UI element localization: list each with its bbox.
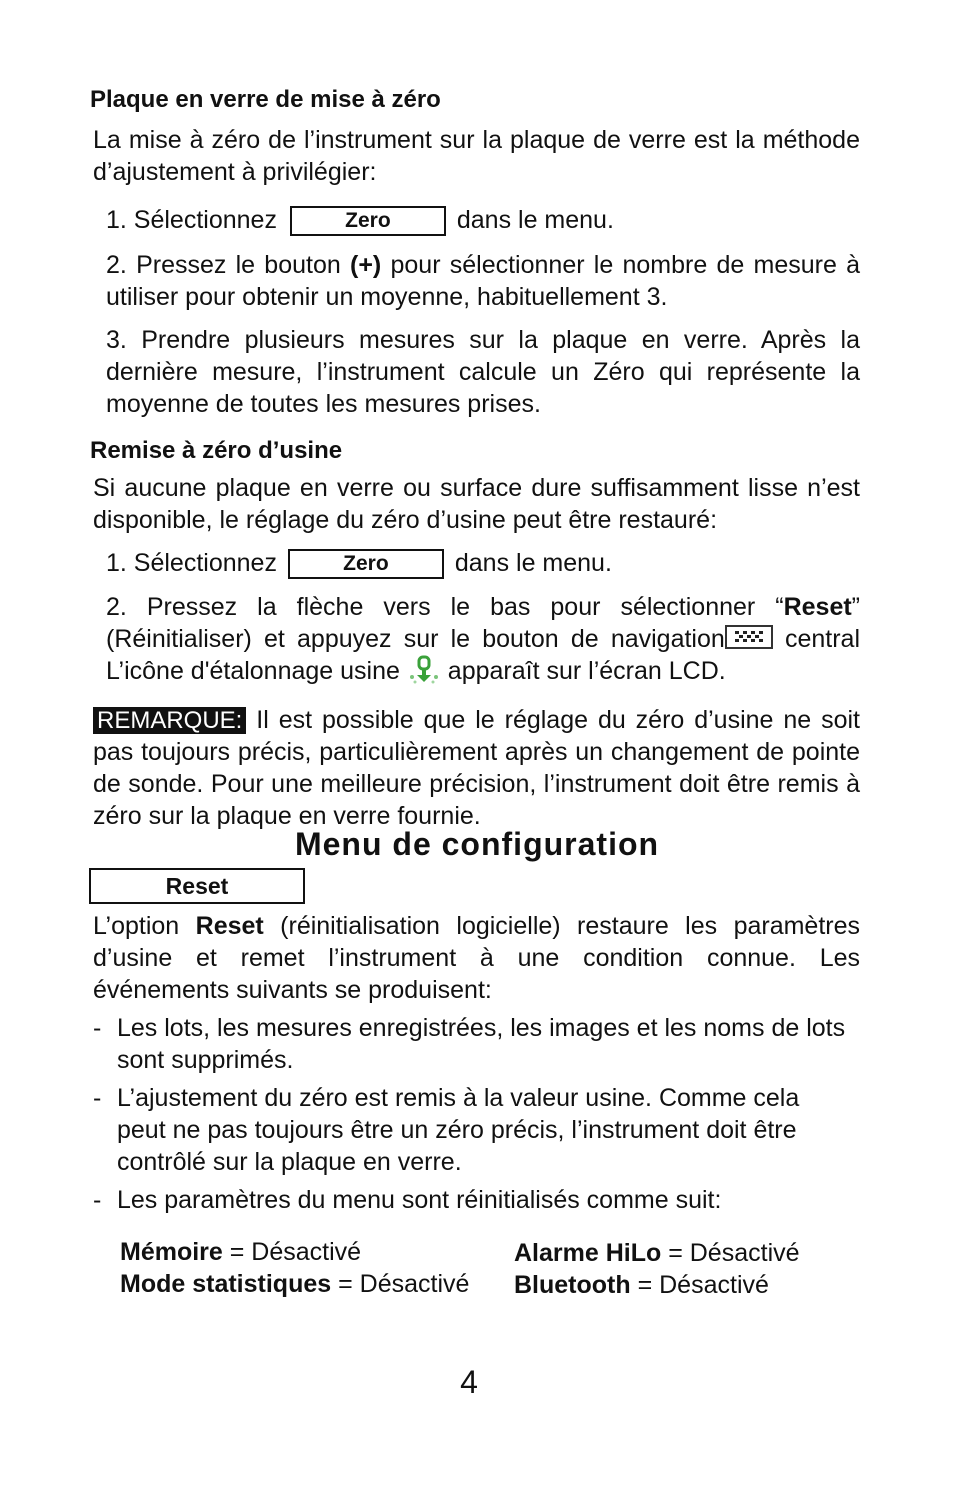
setting-value: = Désactivé [661,1239,800,1267]
step-select-zero-2 [106,547,860,579]
step-text: 1. Sélectionnez [106,549,277,577]
bullet-dash: - [93,1014,102,1042]
reset-intro [93,910,860,1006]
section-heading-glass-zero: Plaque en verre de mise à zéro [90,86,441,113]
step-press-down-arrow [106,591,860,687]
note-text: Il est possible que le réglage du zéro d’usine ne soit pas toujours précis, particulièrement après un changement de pointe de sonde. Pour une meilleure précision, l’instrument doit être remis à zéro sur la plaque en verre fournie. [93,706,860,830]
zero-menu-box: Zero [290,206,446,236]
step-text: apparaît sur l’écran LCD. [440,657,726,685]
page-number: 4 [460,1364,478,1400]
step-text: 2. Pressez la flèche vers le bas pour sélectionner “ [106,593,784,621]
setting-value: = Désactivé [331,1270,470,1298]
bullet-dash: - [93,1084,102,1112]
reset-menu-box: Reset [89,868,305,904]
list-item [93,1184,853,1216]
navigation-button-icon [725,625,773,649]
step-text: dans le menu. [454,549,612,577]
step-press-plus [106,249,860,313]
setting-bluetooth [514,1269,769,1301]
section-heading-factory-zero: Remise à zéro d’usine [90,437,343,464]
step-select-zero-1 [106,204,860,236]
reset-label: Reset [783,593,852,621]
note-tag: REMARQUE: [93,707,246,734]
setting-hilo [514,1237,800,1269]
setting-label: Mode statistiques [120,1270,332,1298]
setting-value: = Désactivé [630,1271,769,1299]
step-text: 1. Sélectionnez [106,206,277,234]
step-text: pour sélectionner le nombre de mesure à utiliser pour obtenir un moyenne, habituellement 3. [106,251,860,311]
reset-intro-text: (réinitialisation logicielle) restaure les paramètres d’usine et remet l’instrument à une condition connue. Les événements suivants se produisent: [93,912,861,1004]
setting-stats [120,1268,469,1300]
step-text: central L’icône d'étalonnage usine [106,625,860,685]
list-item-text: Les paramètres du menu sont réinitialisés comme suit: [117,1186,722,1214]
zero-menu-box: Zero [288,549,444,579]
step-text: ” (Réinitialiser) et appuyez sur le bouton de navigation [106,593,860,653]
reset-intro-text: L’option [93,912,196,940]
setting-label: Mémoire [120,1238,223,1266]
bullet-dash: - [93,1186,102,1214]
list-item [93,1082,853,1178]
reset-bold: Reset [195,912,264,940]
step-text: 2. Pressez le bouton [106,251,350,279]
setting-memoire [120,1236,361,1268]
list-item [93,1012,853,1076]
plus-button-label: (+) [350,251,382,279]
section-intro-glass-zero: La mise à zéro de l’instrument sur la plaque de verre est la méthode d’ajustement à privilégier: [93,126,860,186]
step-take-measurements: 3. Prendre plusieurs mesures sur la plaque en verre. Après la dernière mesure, l’instrument calcule un Zéro qui représente la moyenne de toutes les mesures prises. [106,326,860,418]
setting-label: Bluetooth [514,1271,631,1299]
page-title: Menu de configuration [294,826,660,862]
setting-value: = Désactivé [222,1238,362,1266]
step-text: dans le menu. [456,206,614,234]
factory-calibration-icon [407,655,441,685]
setting-label: Alarme HiLo [514,1239,662,1267]
list-item-text: L’ajustement du zéro est remis à la valeur usine. Comme cela peut ne pas toujours être un zéro précis, l’instrument doit être contrôlé sur la plaque en verre. [117,1084,800,1176]
section-intro-factory-zero: Si aucune plaque en verre ou surface dure suffisamment lisse n’est disponible, le réglage du zéro d’usine peut être restauré: [93,474,860,534]
list-item-text: Les lots, les mesures enregistrées, les images et les noms de lots sont supprimés. [117,1014,846,1074]
note-paragraph [93,704,860,832]
